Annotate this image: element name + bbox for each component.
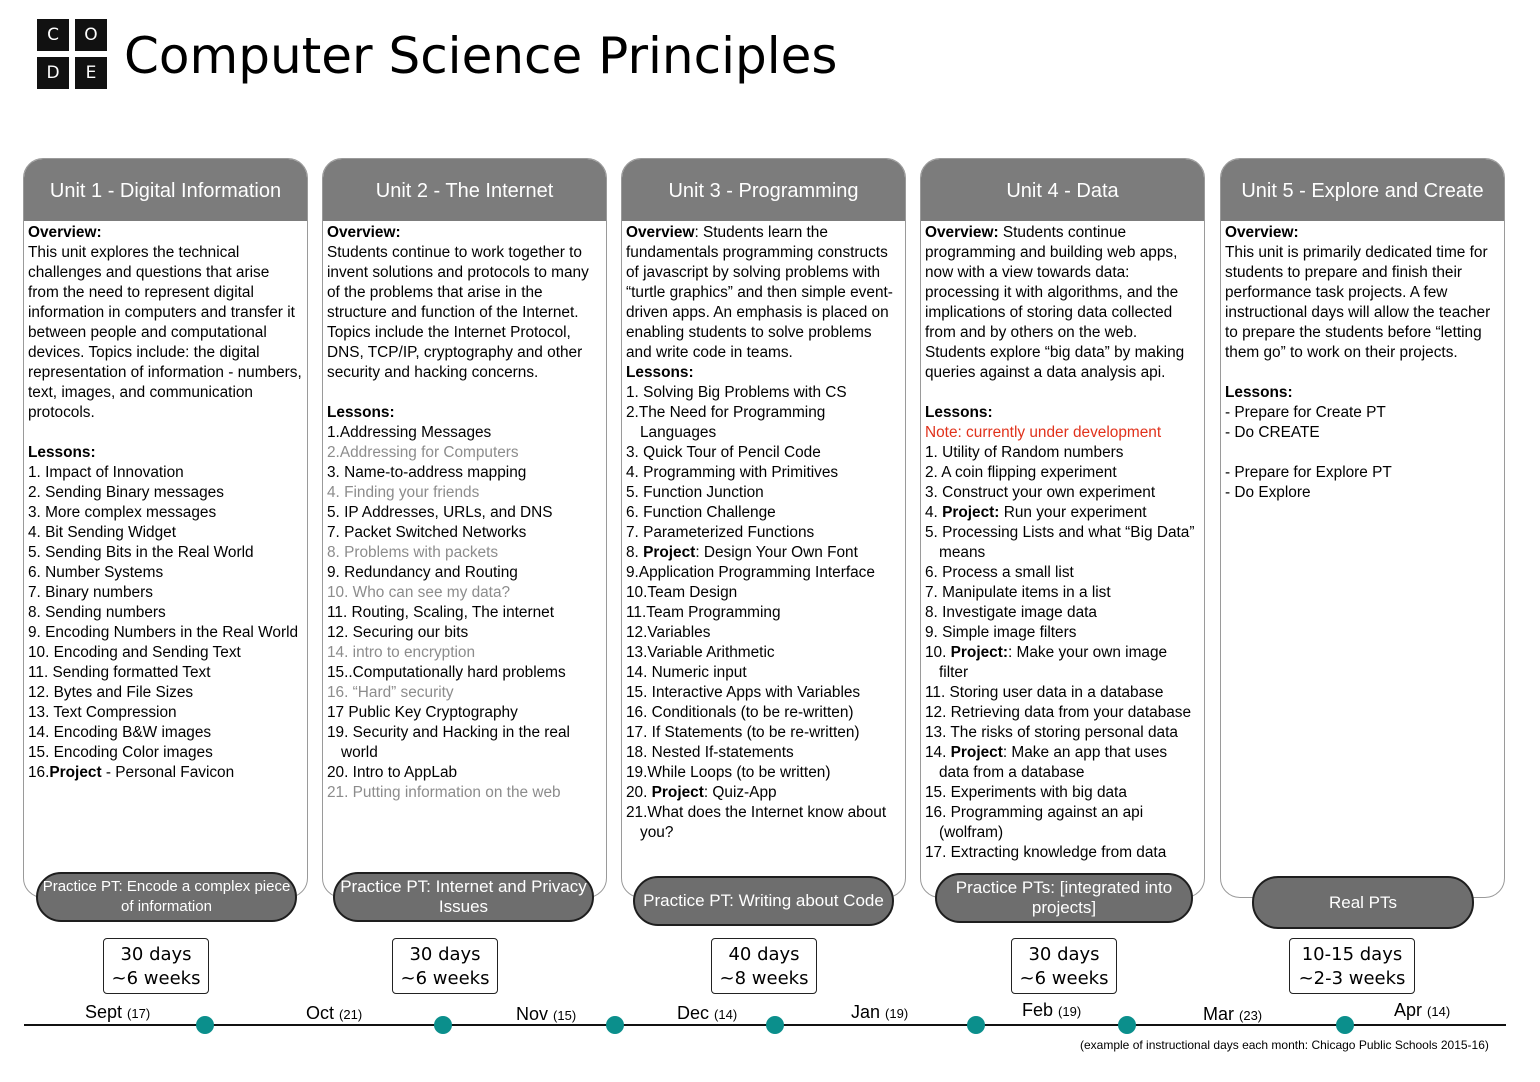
lesson-item: 5. Processing Lists and what “Big Data” means (925, 524, 1195, 561)
month-mar: Mar (23) (1203, 1004, 1263, 1024)
unit-2-header: Unit 2 - The Internet (323, 159, 606, 221)
lesson-item: 10. Project:: Make your own image filter (925, 644, 1168, 681)
duration-unit-1: 30 days ~6 weeks (103, 938, 209, 994)
lesson-list-project (925, 503, 1200, 523)
lesson-item: 10. Who can see my data? (327, 584, 511, 601)
lesson-item: 5. Function Junction (626, 484, 764, 501)
lesson-list (327, 423, 602, 803)
lesson-list-project (925, 743, 1200, 783)
lesson-item: 7. Parameterized Functions (626, 524, 815, 541)
lesson-item: 6. Function Challenge (626, 504, 776, 521)
lesson-item: 3. More complex messages (28, 504, 217, 521)
lesson-item: 19.While Loops (to be written) (626, 764, 831, 781)
unit-4-card (920, 158, 1205, 898)
footnote: (example of instructional days each month: Chicago Public Schools 2015-16) (1080, 1038, 1489, 1052)
unit-5-body (1221, 221, 1504, 503)
lesson-item: 2. A coin flipping experiment (925, 464, 1117, 481)
lesson-item: 3. Construct your own experiment (925, 484, 1156, 501)
lesson-list-project (626, 783, 901, 803)
overview-text: Students continue to work together to invent solutions and protocols to many of the problems that arise in the structure and function of the Internet. Topics include the Internet Protocol, DNS, TCP/IP, cryptography and other security and hacking concerns. (327, 244, 589, 381)
overview-label: Overview: (327, 224, 401, 241)
lesson-item: 13. The risks of storing personal data (925, 724, 1178, 741)
lesson-item: 21. Putting information on the web (327, 784, 561, 801)
duration-unit-2: 30 days ~6 weeks (392, 938, 498, 994)
lessons-label: Lessons: (327, 404, 395, 421)
lesson-item: 13.Variable Arithmetic (626, 644, 775, 661)
lessons-label: Lessons: (28, 444, 96, 461)
overview-label: Overview: (1225, 224, 1299, 241)
overview-text: Overview: Students continue programming and building web apps, now with a view towards data: processing it with algorithms, and the implications of storing data collected from and by others on the web. Students explore “big data” by making queries against a data analysis api. (925, 224, 1185, 381)
lesson-item: 11. Sending formatted Text (28, 664, 211, 681)
lesson-item: 16. Programming against an api (wolfram) (925, 804, 1144, 841)
lesson-item: 20. Project: Quiz-App (626, 784, 777, 801)
timeline-dot (766, 1016, 784, 1034)
unit-2-body (323, 221, 606, 803)
unit-4-header: Unit 4 - Data (921, 159, 1204, 221)
lesson-item: 12. Securing our bits (327, 624, 469, 641)
unit-1-body (24, 221, 307, 783)
lesson-item: 2.The Need for Programming Languages (626, 404, 826, 441)
lesson-item: 1. Impact of Innovation (28, 464, 184, 481)
lesson-item: 20. Intro to AppLab (327, 764, 458, 781)
lesson-item: 9. Encoding Numbers in the Real World (28, 624, 299, 641)
lesson-item: - Do Explore (1225, 484, 1311, 501)
lesson-list (925, 523, 1200, 643)
lesson-item: 12. Bytes and File Sizes (28, 684, 194, 701)
lesson-item: 5. Sending Bits in the Real World (28, 544, 254, 561)
practice-pt-unit-1: Practice PT: Encode a complex piece of information (36, 872, 297, 922)
overview-label: Overview: (925, 224, 999, 241)
lesson-item: 8. Sending numbers (28, 604, 166, 621)
lesson-item: 8. Investigate image data (925, 604, 1097, 621)
month-sept: Sept (17) (85, 1002, 151, 1022)
month-nov: Nov (15) (516, 1004, 577, 1024)
lesson-item: 1. Solving Big Problems with CS (626, 384, 847, 401)
unit-2-card (322, 158, 607, 898)
duration-unit-5: 10-15 days ~2-3 weeks (1289, 938, 1415, 994)
lesson-item: 7. Manipulate items in a list (925, 584, 1111, 601)
duration-unit-4: 30 days ~6 weeks (1011, 938, 1117, 994)
logo-letter-d: D (37, 57, 69, 89)
lessons-label: Lessons: (1225, 384, 1293, 401)
lesson-list (1225, 403, 1500, 443)
lesson-item: 14. Encoding B&W images (28, 724, 212, 741)
lesson-item: 16.Project - Personal Favicon (28, 764, 235, 781)
timeline-dot (434, 1016, 452, 1034)
lesson-list-project (925, 643, 1200, 683)
lesson-item: 6. Number Systems (28, 564, 164, 581)
unit-1-card (23, 158, 308, 898)
lesson-list (925, 683, 1200, 743)
lesson-item: - Do CREATE (1225, 424, 1320, 441)
lesson-item: 15. Encoding Color images (28, 744, 213, 761)
month-apr: Apr (14) (1394, 1000, 1451, 1020)
lesson-item: 14. Project: Make an app that uses data from a database (925, 744, 1168, 781)
lesson-item: 9.Application Programming Interface (626, 564, 875, 581)
lesson-item: 16. Conditionals (to be re-written) (626, 704, 854, 721)
overview-text: Overview: Students learn the fundamentals programming constructs of javascript by solving problems with “turtle graphics” and then simple event-driven apps. An emphasis is placed on enabling students to solve problems and write code in teams. (626, 224, 893, 361)
unit-5-header: Unit 5 - Explore and Create (1221, 159, 1504, 221)
lesson-item: 10. Encoding and Sending Text (28, 644, 241, 661)
lesson-item: 12.Variables (626, 624, 711, 641)
overview-text: This unit explores the technical challenges and questions that arise from the need to represent digital information in computers and transfer it between people and computational devices. Topics include: the digital representation of information - numbers, text, images, and communication protocols. (28, 244, 302, 421)
month-feb: Feb (19) (1022, 1000, 1082, 1020)
lesson-item: 1. Utility of Random numbers (925, 444, 1124, 461)
lesson-item: 7. Binary numbers (28, 584, 153, 601)
lesson-item: 13. Text Compression (28, 704, 177, 721)
lesson-list (626, 563, 901, 783)
development-note: Note: currently under development (925, 424, 1162, 441)
lesson-item: 9. Simple image filters (925, 624, 1077, 641)
practice-pt-unit-4: Practice PTs: [integrated into projects] (935, 873, 1193, 923)
logo-letter-o: O (75, 19, 107, 51)
unit-3-card (621, 158, 906, 898)
lesson-list (626, 383, 901, 543)
lesson-item: 16. “Hard” security (327, 684, 454, 701)
lesson-item: 2. Sending Binary messages (28, 484, 224, 501)
lessons-label: Lessons: (925, 404, 993, 421)
lesson-item: 11.Team Programming (626, 604, 781, 621)
lesson-item: 4. Project: Run your experiment (925, 504, 1147, 521)
lesson-item: 8. Project: Design Your Own Font (626, 544, 858, 561)
page-title: Computer Science Principles (124, 27, 838, 85)
lesson-item: 11. Storing user data in a database (925, 684, 1164, 701)
lesson-item: 5. IP Addresses, URLs, and DNS (327, 504, 553, 521)
lesson-item: 12. Retrieving data from your database (925, 704, 1192, 721)
overview-text: This unit is primarily dedicated time for students to prepare and finish their performance task projects. A few instructional days will allow the teacher to prepare the students before “letting them go” to work on their projects. (1225, 244, 1491, 361)
lesson-item: 14. Numeric input (626, 664, 747, 681)
lesson-list (925, 443, 1200, 503)
real-pts: Real PTs (1252, 876, 1474, 929)
unit-1-header: Unit 1 - Digital Information (24, 159, 307, 221)
lesson-item: 9. Redundancy and Routing (327, 564, 518, 581)
lesson-item: 18. Nested If-statements (626, 744, 794, 761)
lesson-item: 10.Team Design (626, 584, 738, 601)
lesson-item: 2.Addressing for Computers (327, 444, 519, 461)
unit-4-body (921, 221, 1204, 863)
lesson-item: 8. Problems with packets (327, 544, 499, 561)
timeline-dot (1336, 1016, 1354, 1034)
lesson-item: 17. Extracting knowledge from data (925, 844, 1167, 861)
overview-label: Overview (626, 224, 695, 241)
lesson-item: 17. If Statements (to be re-written) (626, 724, 860, 741)
lesson-item: 21.What does the Internet know about you? (626, 804, 887, 841)
timeline-dot (1118, 1016, 1136, 1034)
unit-3-body (622, 221, 905, 843)
lesson-list-project (626, 543, 901, 563)
lesson-list (28, 463, 303, 763)
overview-label: Overview: (28, 224, 102, 241)
lesson-item: 15..Computationally hard problems (327, 664, 566, 681)
lesson-item: 6. Process a small list (925, 564, 1074, 581)
lesson-item: - Prepare for Create PT (1225, 404, 1386, 421)
lesson-item: 14. intro to encryption (327, 644, 476, 661)
lesson-list-project (28, 763, 303, 783)
timeline-axis (24, 1024, 1506, 1026)
lesson-item: 4. Bit Sending Widget (28, 524, 177, 541)
lesson-item: 19. Security and Hacking in the real world (327, 724, 570, 761)
lesson-item: 3. Name-to-address mapping (327, 464, 527, 481)
duration-unit-3: 40 days ~8 weeks (711, 938, 817, 994)
lesson-item: 4. Programming with Primitives (626, 464, 839, 481)
month-oct: Oct (21) (306, 1003, 363, 1023)
lesson-item: 15. Experiments with big data (925, 784, 1127, 801)
lesson-item: 3. Quick Tour of Pencil Code (626, 444, 821, 461)
practice-pt-unit-2: Practice PT: Internet and Privacy Issues (333, 872, 594, 922)
lessons-label: Lessons: (626, 364, 694, 381)
lesson-list (1225, 463, 1500, 503)
logo-letter-c: C (37, 19, 69, 51)
unit-5-card (1220, 158, 1505, 898)
unit-3-header: Unit 3 - Programming (622, 159, 905, 221)
month-jan: Jan (19) (851, 1002, 909, 1022)
timeline-dot (967, 1016, 985, 1034)
lesson-list (626, 803, 901, 843)
lesson-list (925, 783, 1200, 863)
lesson-item: - Prepare for Explore PT (1225, 464, 1392, 481)
lesson-item: 17 Public Key Cryptography (327, 704, 518, 721)
timeline-dot (606, 1016, 624, 1034)
lesson-item: 15. Interactive Apps with Variables (626, 684, 861, 701)
logo-letter-e: E (75, 57, 107, 89)
lesson-item: 1.Addressing Messages (327, 424, 492, 441)
month-dec: Dec (14) (677, 1003, 738, 1023)
lesson-item: 7. Packet Switched Networks (327, 524, 527, 541)
timeline-dot (196, 1016, 214, 1034)
code-logo (37, 19, 107, 89)
lesson-item: 4. Finding your friends (327, 484, 480, 501)
practice-pt-unit-3: Practice PT: Writing about Code (633, 876, 894, 926)
lesson-item: 11. Routing, Scaling, The internet (327, 604, 555, 621)
